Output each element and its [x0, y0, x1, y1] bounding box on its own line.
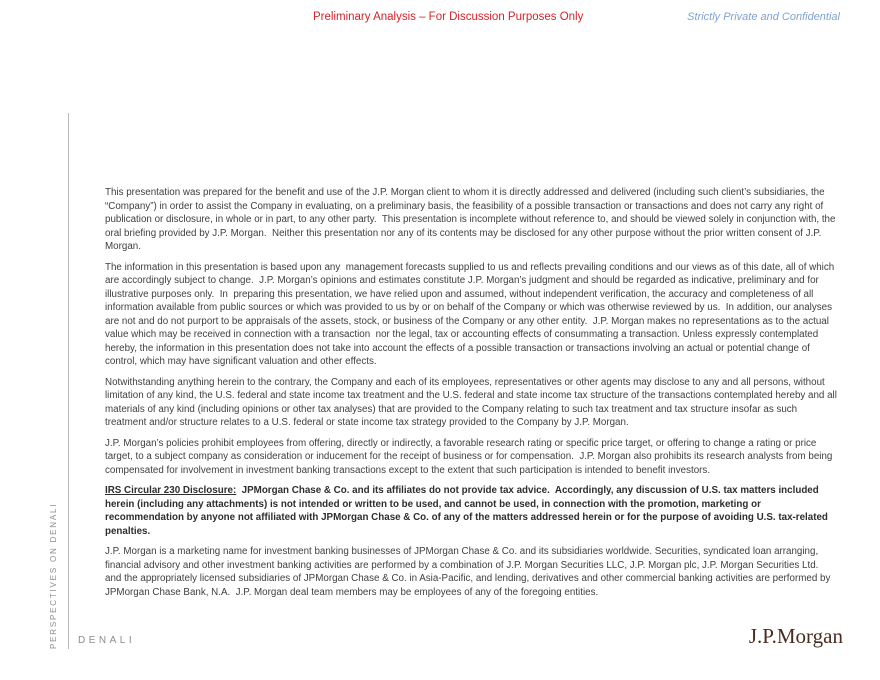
header-classification: Strictly Private and Confidential [687, 11, 840, 23]
sidebar-vertical-label: PERSPECTIVES ON DENALI [49, 502, 58, 649]
jpmorgan-logo: J.P.Morgan [748, 624, 843, 648]
left-vertical-rule [68, 113, 69, 649]
project-name-label: DENALI [78, 635, 136, 646]
paragraph-marketing-name: J.P. Morgan is a marketing name for investment banking businesses of JPMorgan Chase & Co. and its subsidiaries worldwide. Securities, syndicated loan arranging, financial advisory and other investment banking activities are performed by a combination of J.P. Morgan Securities LLC, J.P. Morgan plc, J.P. Morgan Securities Ltd. and the appropriately licensed subsidiaries of JPMorgan Chase & Co. in Asia-Pacific, and lending, derivatives and other commercial banking activities are performed by JPMorgan Chase Bank, N.A. J.P. Morgan deal team members may be employees of any of the foregoing entities. [105, 546, 834, 598]
irs-disclosure-text: JPMorgan Chase & Co. and its affiliates do not provide tax advice. Accordingly, any discussion of U.S. tax matters included herein (including any attachments) is not intended or written to be used, and cannot be used, in connection with the promotion, marketing or recommendation by anyone not affiliated with JPMorgan Chase & Co. of any of the matters addressed herein or for the purpose of avoiding U.S. tax-related penalties. [105, 485, 831, 537]
header-title: Preliminary Analysis – For Discussion Purposes Only [313, 11, 584, 23]
paragraph-irs-circular-230 [105, 484, 837, 538]
disclaimer-body [105, 186, 840, 606]
paragraph-information-basis: The information in this presentation is based upon any management forecasts supplied to us and reflects prevailing conditions and our views as of this date, all of which are accordingly subject to change. J.P. Morgan’s opinions and estimates constitute J.P. Morgan’s judgment and should be regarded as indicative, preliminary and for illustrative purposes only. In preparing this presentation, we have relied upon and assumed, without independent verification, the accuracy and completeness of all information available from public sources or which was provided to us by or on behalf of the Company or which was otherwise reviewed by us. In addition, our analyses are not and do not purport to be appraisals of the assets, stock, or business of the Company or any other entity. J.P. Morgan makes no representations as to the actual value which may be received in connection with a transaction nor the legal, tax or accounting effects of consummating a transaction. Unless expressly contemplated hereby, the information in this presentation does not take into account the effects of a possible transaction or transactions involving an actual or potential change of control, which may have significant valuation and other effects. [105, 261, 837, 367]
paragraph-research-policies: J.P. Morgan’s policies prohibit employees from offering, directly or indirectly, a favorable research rating or specific price target, or offering to change a rating or price target, to a subject company as consideration or inducement for the receipt of business or for compensation. J.P. Morgan also prohibits its research analysts from being compensated for involvement in investment banking transactions except to the extent that such participation is intended to benefit investors. [105, 437, 836, 476]
paragraph-benefit-and-use: This presentation was prepared for the benefit and use of the J.P. Morgan client to whom it is directly addressed and delivered (including such client’s subsidiaries, the “Company”) in order to assist the Company in evaluating, on a preliminary basis, the feasibility of a possible transaction or transactions and does not carry any right of publication or disclosure, in whole or in part, to any other party. This presentation is incomplete without reference to, and should be viewed solely in conjunction with, the oral briefing provided by J.P. Morgan. Neither this presentation nor any of its contents may be disclosed for any other purpose without the prior written consent of J.P. Morgan. [105, 187, 839, 252]
irs-disclosure-label: IRS Circular 230 Disclosure: [105, 485, 237, 496]
paragraph-tax-structure-disclosure: Notwithstanding anything herein to the contrary, the Company and each of its employees, representatives or other agents may disclose to any and all persons, without limitation of any kind, the U.S. federal and state income tax treatment and the U.S. federal and state income tax structure of the transactions contemplated hereby and all materials of any kind (including opinions or other tax analyses) that are provided to the Company relating to such tax treatment and tax structure insofar as such treatment and/or structure relates to a U.S. federal or state income tax strategy provided to the Company by J.P. Morgan. [105, 376, 840, 428]
